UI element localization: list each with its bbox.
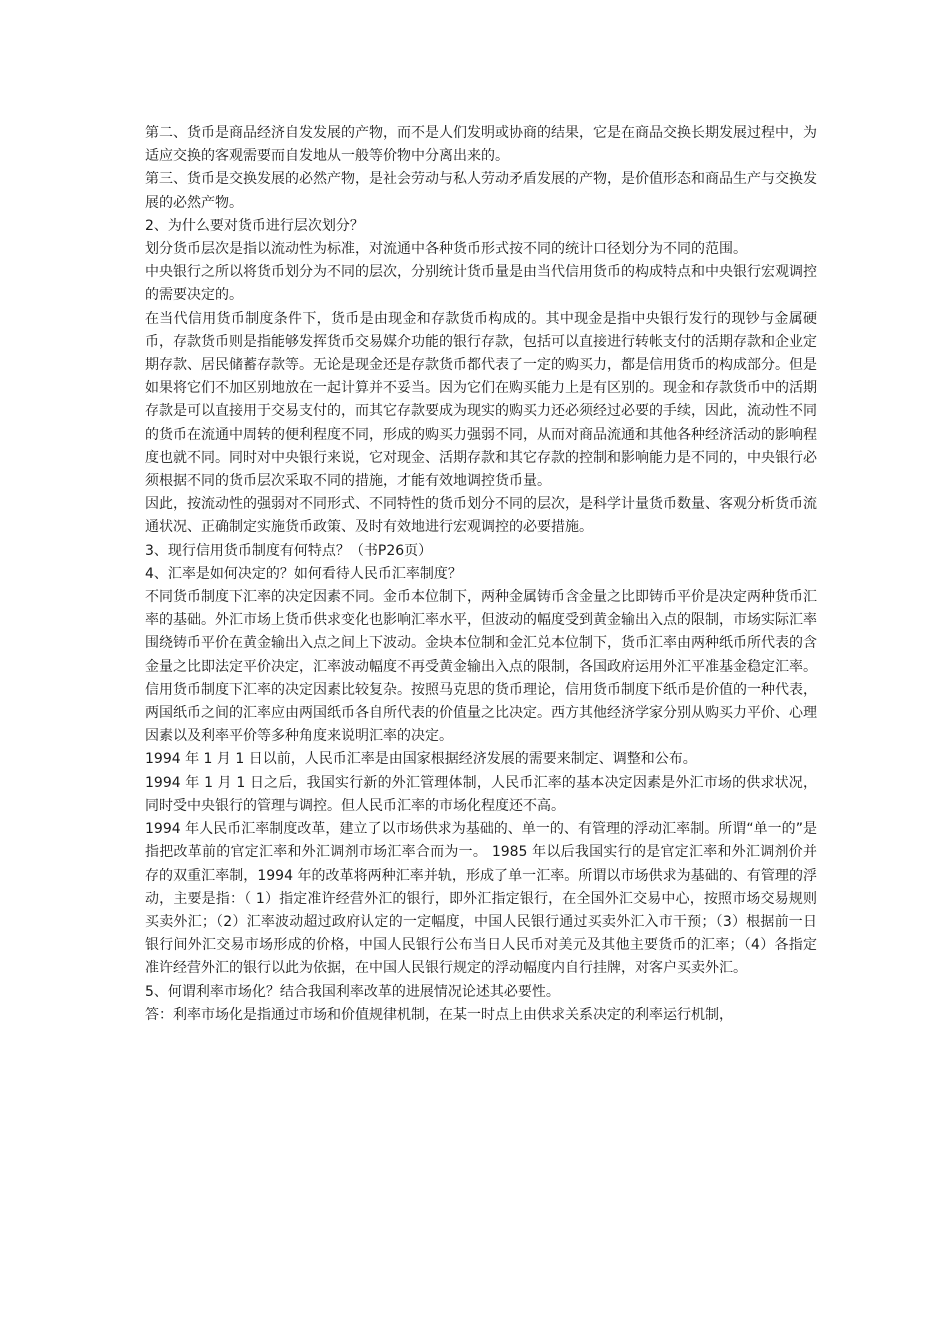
question-heading: 5、何谓利率市场化？结合我国利率改革的进展情况论述其必要性。 <box>145 983 560 1000</box>
question-heading: 3、现行信用货币制度有何特点？（书P26页） <box>145 542 433 559</box>
paragraph: 第二、货币是商品经济自发发展的产物，而不是人们发明或协商的结果，它是在商品交换长期发展过程中，为适应交换的客观需要而自发地从一般等价物中分离出来的。 <box>145 125 817 165</box>
paragraph: 因此，按流动性的强弱对不同形式、不同特性的货币划分不同的层次，是科学计量货币数量、客观分析货币流通状况、正确制定实施货币政策、及时有效地进行宏观调控的必要措施。 <box>145 496 817 536</box>
paragraph: 划分货币层次是指以流动性为标准，对流通中各种货币形式按不同的统计口径划分为不同的范围。 <box>145 241 747 258</box>
paragraph: 1994 年人民币汇率制度改革，建立了以市场供求为基础的、单一的、有管理的浮动汇率制。所谓“单一的”是指把改革前的官定汇率和外汇调剂市场汇率合而为一。 1985 年以后我国实行的是官定汇率和外汇调剂价并存的双重汇率制，1994 年的改革将两种汇率并轨，形成了单一汇率。所谓以市场供求为基础的、有管理的浮动，主要是指：（ 1）指定准许经营外汇的银行，即外汇指定银行，在全国外汇交易中心，按照市场交易规则买卖外汇；（2）汇率波动超过政府认定的一定幅度，中国人民银行通过买卖外汇入市干预；（3）根据前一日银行间外汇交易市场形成的价格，中国人民银行公布当日人民币对美元及其他主要货币的汇率；（4）各指定准许经营外汇的银行以此为依据，在中国人民银行规定的浮动幅度内自行挂牌，对客户买卖外汇。 <box>145 821 817 977</box>
paragraph: 1994 年 1 月 1 日之后，我国实行新的外汇管理体制，人民币汇率的基本决定因素是外汇市场的供求状况，同时受中央银行的管理与调控。但人民币汇率的市场化程度还不高。 <box>145 774 817 814</box>
question-heading: 4、汇率是如何决定的？如何看待人民币汇率制度？ <box>145 565 462 582</box>
document-body <box>145 122 817 1027</box>
paragraph: 1994 年 1 月 1 日以前，人民币汇率是由国家根据经济发展的需要来制定、调整和公布。 <box>145 751 697 768</box>
paragraph: 答：利率市场化是指通过市场和价值规律机制，在某一时点上由供求关系决定的利率运行机制， <box>145 1006 733 1023</box>
paragraph: 不同货币制度下汇率的决定因素不同。金币本位制下，两种金属铸币含金量之比即铸币平价是决定两种货币汇率的基础。外汇市场上货币供求变化也影响汇率水平，但波动的幅度受到黄金输出入点的限制，市场实际汇率围绕铸币平价在黄金输出入点之间上下波动。金块本位制和金汇兑本位制下，货币汇率由两种纸币所代表的含金量之比即法定平价决定，汇率波动幅度不再受黄金输出入点的限制，各国政府运用外汇平准基金稳定汇率。信用货币制度下汇率的决定因素比较复杂。按照马克思的货币理论，信用货币制度下纸币是价值的一种代表，两国纸币之间的汇率应由两国纸币各自所代表的价值量之比决定。西方其他经济学家分别从购买力平价、心理因素以及利率平价等多种角度来说明汇率的决定。 <box>145 589 817 745</box>
question-heading: 2、为什么要对货币进行层次划分？ <box>145 217 364 234</box>
paragraph: 在当代信用货币制度条件下，货币是由现金和存款货币构成的。其中现金是指中央银行发行的现钞与金属硬币，存款货币则是指能够发挥货币交易媒介功能的银行存款，包括可以直接进行转帐支付的活期存款和企业定期存款、居民储蓄存款等。无论是现金还是存款货币都代表了一定的购买力，都是信用货币的构成部分。但是如果将它们不加区别地放在一起计算并不妥当。因为它们在购买能力上是有区别的。现金和存款货币中的活期存款是可以直接用于交易支付的，而其它存款要成为现实的购买力还必须经过必要的手续，因此，流动性不同的货币在流通中周转的便利程度不同，形成的购买力强弱不同，从而对商品流通和其他各种经济活动的影响程度也就不同。同时对中央银行来说，它对现金、活期存款和其它存款的控制和影响能力是不同的，中央银行必须根据不同的货币层次采取不同的措施，才能有效地调控货币量。 <box>145 310 817 490</box>
paragraph: 第三、货币是交换发展的必然产物，是社会劳动与私人劳动矛盾发展的产物，是价值形态和商品生产与交换发展的必然产物。 <box>145 171 817 211</box>
paragraph: 中央银行之所以将货币划分为不同的层次，分别统计货币量是由当代信用货币的构成特点和中央银行宏观调控的需要决定的。 <box>145 264 817 304</box>
